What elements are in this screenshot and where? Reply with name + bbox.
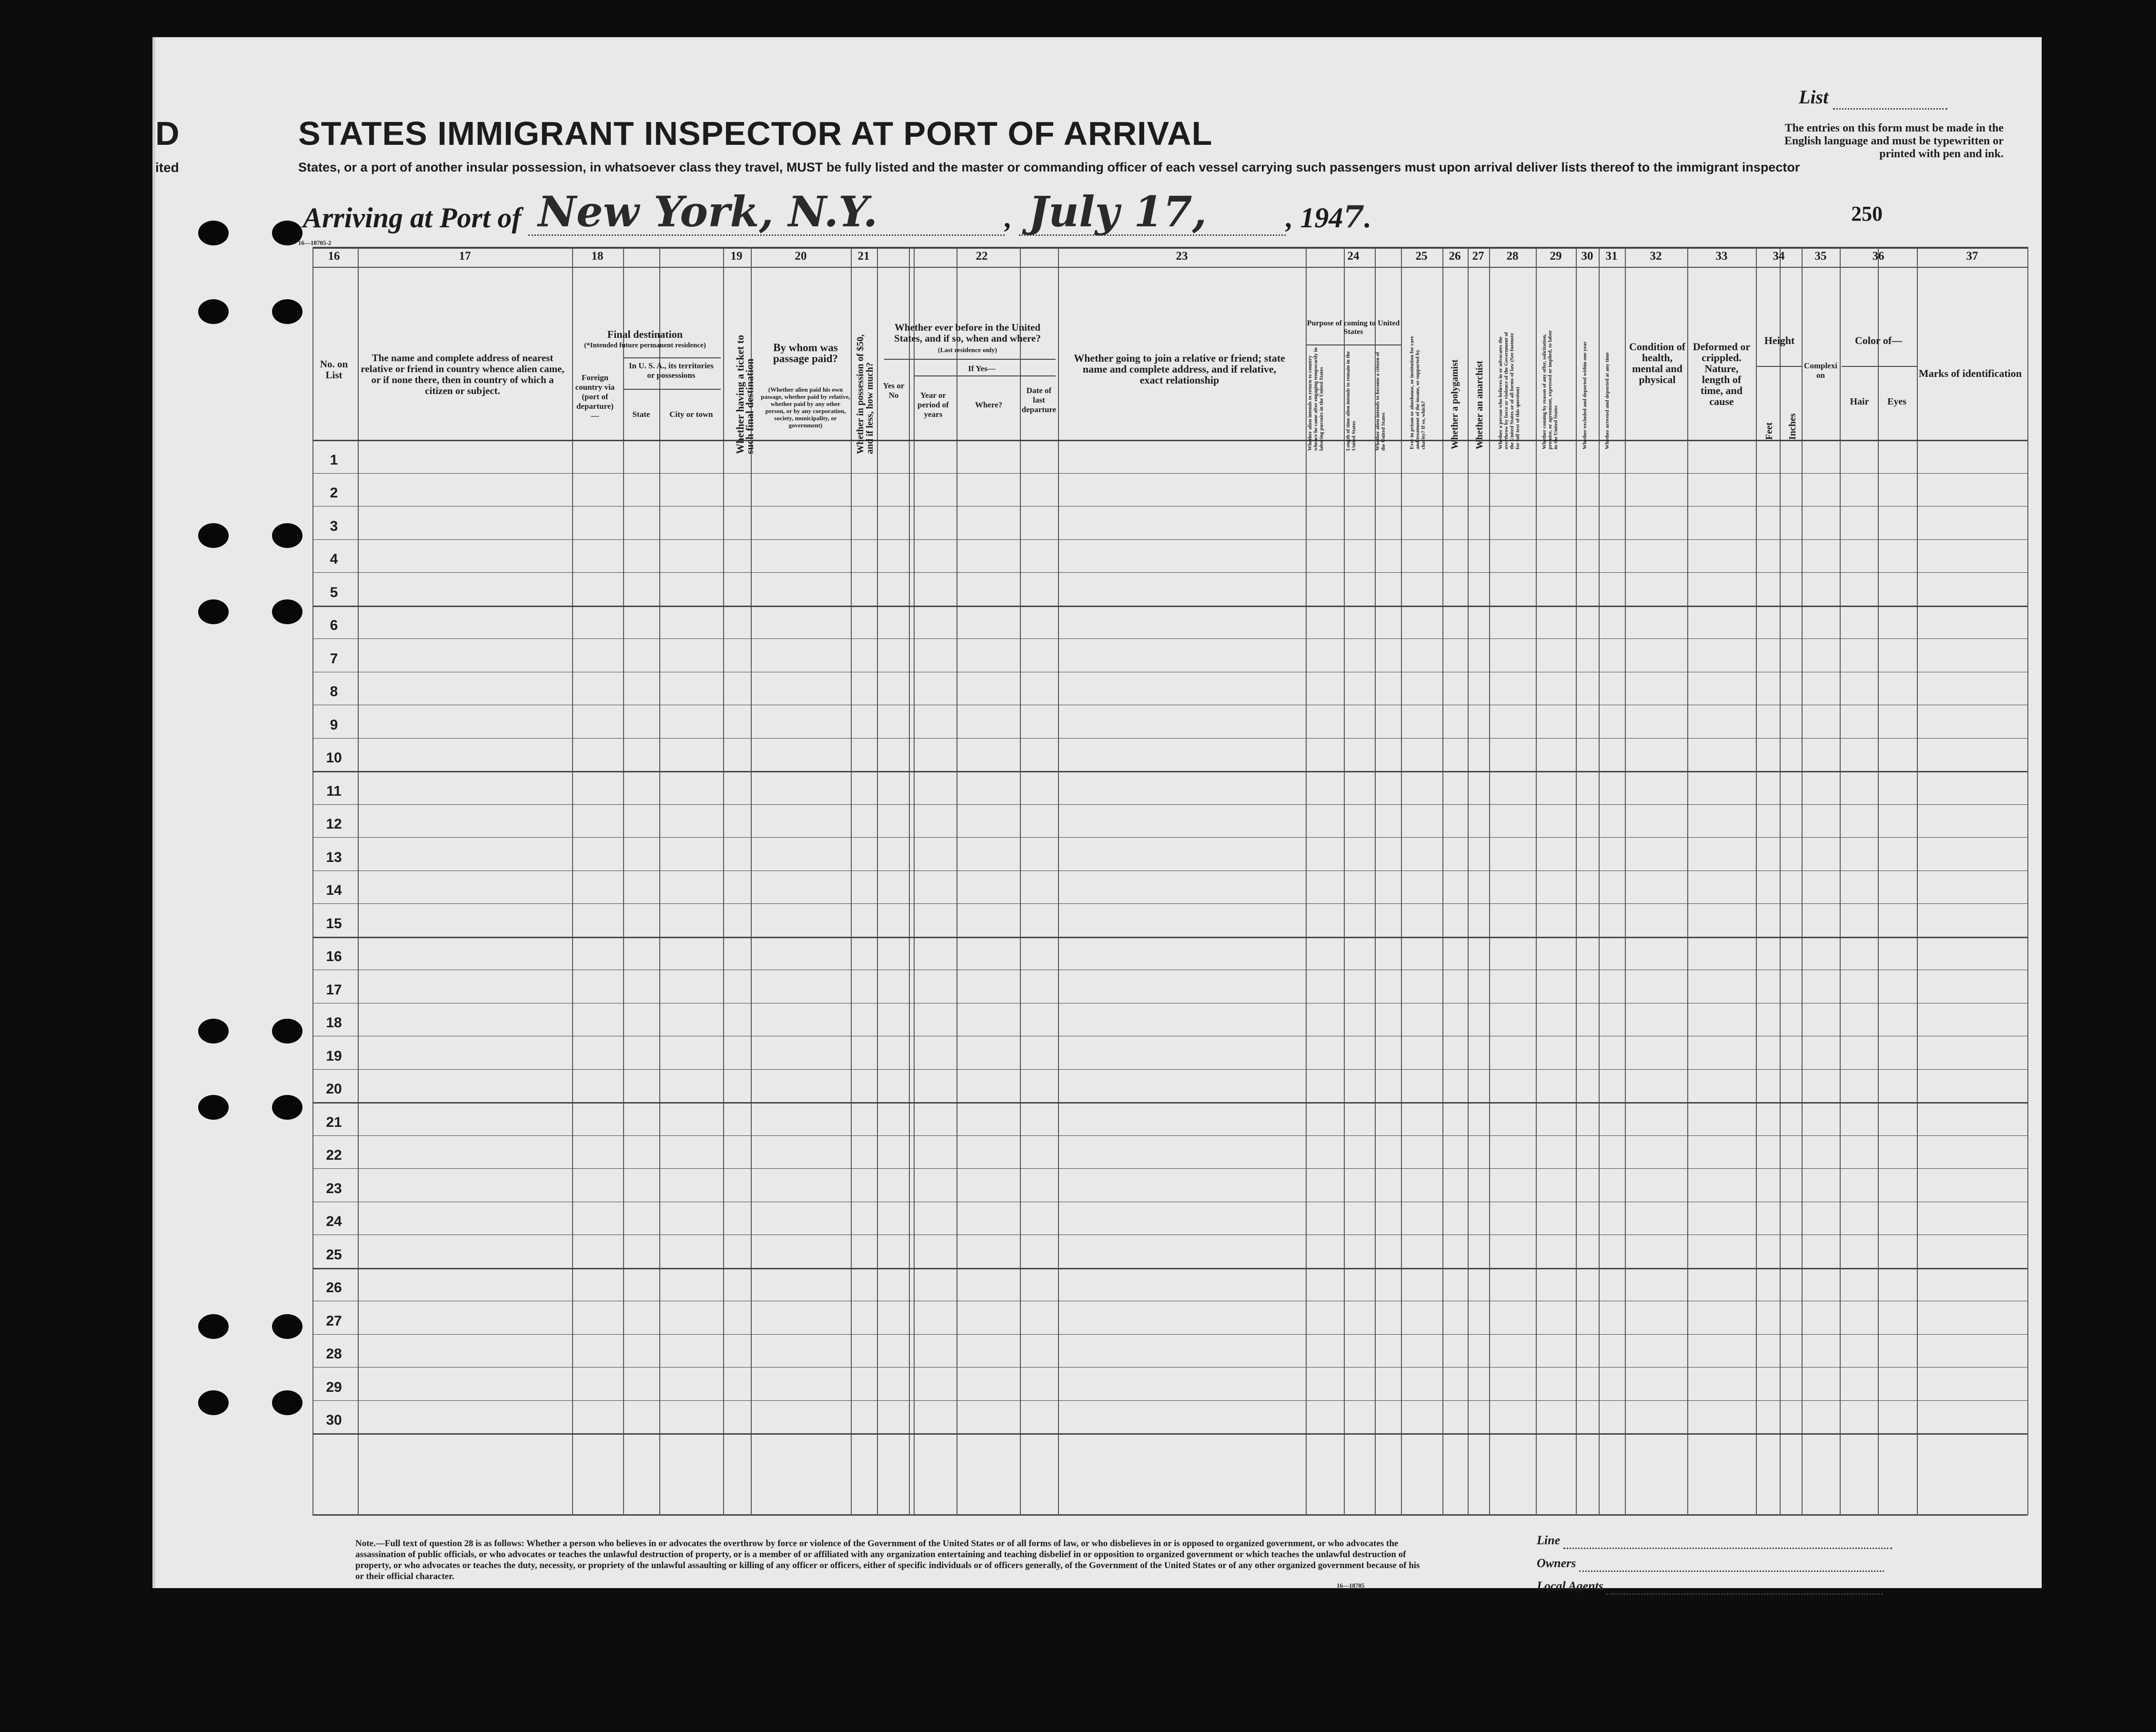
header-no-on-list: No. on List: [320, 358, 348, 381]
agent-owners-label: Owners: [1537, 1556, 1576, 1570]
list-label-text: List: [1799, 86, 1829, 108]
header-in-usa: In U. S. A., its territories or possessions: [628, 361, 714, 380]
row-number: 13: [326, 850, 342, 865]
date-handwritten: July 17,: [1028, 187, 1207, 236]
header-fifty-dollars: Whether in possession of $50, and if less, how much?: [855, 334, 875, 454]
header-purpose-length: Length of time alien intends to remain in the United States: [1345, 351, 1357, 451]
header-color-of: Color of—: [1854, 334, 1903, 346]
header-purpose-citizen: Whether alien intends to become a citizen of the United States: [1375, 352, 1386, 451]
header-nearest-relative: The name and complete address of nearest relative or friend in country whence alien came, or if none there, then in country of which a citizen or subject.: [361, 352, 564, 396]
column-number: 29: [1550, 250, 1562, 263]
column-number: 26: [1449, 250, 1461, 263]
column-number: 33: [1715, 250, 1728, 263]
row-number: 22: [326, 1147, 342, 1163]
punch-hole: [198, 299, 229, 324]
punch-hole: [272, 1095, 302, 1120]
port-handwritten: New York, N.Y.: [538, 187, 878, 236]
column-number: 32: [1650, 250, 1662, 263]
column-number: 31: [1605, 250, 1618, 263]
header-purpose-return: Whether alien intends to return to country whence he came after engaging temporarily in laboring pursuits in the United States: [1307, 347, 1324, 451]
header-final-destination: Final destination: [607, 328, 683, 340]
date-field: [1019, 187, 1286, 236]
header-complexion: Complexion: [1804, 361, 1837, 380]
row-number: 5: [330, 585, 338, 600]
agent-owners-row: [1537, 1556, 1884, 1572]
header-state: State: [632, 410, 650, 419]
form-subtitle: States, or a port of another insular possession, in whatsoever class they travel, MUST be fully listed and the master or commanding officer of each vessel carrying such passengers must upon arrival deliver lists thereof to the immigrant inspector: [298, 160, 1800, 174]
year-printed: 194: [1300, 202, 1343, 233]
column-number: 27: [1472, 250, 1484, 263]
agent-local-agents-row: [1537, 1579, 1883, 1595]
header-deformed: Deformed or crippled. Nature, length of time, and cause: [1693, 341, 1751, 407]
punch-hole: [198, 1390, 229, 1415]
page-number: 250: [1851, 202, 1883, 225]
header-city: City or town: [669, 410, 713, 419]
column-number: 35: [1814, 250, 1827, 263]
row-number: 4: [330, 551, 338, 567]
punch-hole: [272, 1019, 302, 1043]
year-handwritten: 7: [1343, 199, 1364, 235]
column-number: 20: [795, 250, 807, 263]
column-number: 19: [730, 250, 743, 263]
manifest-table: [312, 247, 2027, 1515]
punch-hole: [198, 1019, 229, 1043]
arrival-label: Arriving at Port of: [303, 202, 522, 233]
column-number: 34: [1773, 250, 1785, 263]
row-number: 25: [326, 1247, 342, 1263]
column-number: 24: [1347, 250, 1360, 263]
punch-hole: [272, 299, 302, 324]
header-date-departure: Date of last departure: [1021, 386, 1057, 414]
column-number: 28: [1506, 250, 1519, 263]
column-number: 17: [459, 250, 471, 263]
header-eyes: Eyes: [1887, 396, 1906, 407]
column-number: 22: [976, 250, 988, 263]
header-overthrow: Whether a person who believes in or advocates the overthrow by force or violence of the Government of the United States or of all forms of law (See footnote for full text of this question): [1498, 332, 1521, 449]
row-number: 9: [330, 717, 338, 733]
row-number: 16: [326, 949, 342, 964]
header-if-yes: If Yes—: [968, 364, 996, 373]
column-number: 21: [857, 250, 870, 263]
row-number: 29: [326, 1379, 342, 1395]
row-number: 8: [330, 684, 338, 699]
row-number: 30: [326, 1412, 342, 1428]
agent-local-agents-label: Local Agents: [1537, 1579, 1603, 1593]
footnote-code: 16—18705: [1337, 1582, 1365, 1589]
row-number: 24: [326, 1214, 342, 1229]
footnote-question-28: Note.—Full text of question 28 is as follows: Whether a person who believes in or advocates the overthrow by force or violence of the Government of the United States or of all forms of law, or who disbelieves in or is opposed to organized government, or who advocates the assassination of public officials, or who advocates or teaches the unlawful destruction of property, or is a member of or affiliated with any organization entertaining and teaching disbelief in or opposition to organized government or which teaches the unlawful destruction of property, or who advocates or teaches the duty, necessity, or propriety of the unlawful assaulting or killing of any officer or officers, either of specific individuals or of officers generally, of the Government of the United States or of any other organized government because of his or their official character.: [355, 1539, 1420, 1581]
punch-hole: [198, 221, 229, 245]
column-number: 25: [1415, 250, 1428, 263]
punch-hole: [272, 523, 302, 548]
arrival-line: Arriving at Port of New York, N.Y. , July 17, , 1947.: [303, 187, 1371, 236]
punch-hole: [198, 1095, 229, 1120]
list-label: [1799, 86, 1947, 110]
punch-hole: [272, 1390, 302, 1415]
row-number: 18: [326, 1015, 342, 1031]
punch-hole: [272, 599, 302, 624]
punch-hole: [198, 599, 229, 624]
english-language-note: The entries on this form must be made in the English language and must be typewritten or printed with pen and ink.: [1784, 122, 2004, 160]
form-title: STATES IMMIGRANT INSPECTOR AT PORT OF ARRIVAL: [298, 115, 1213, 152]
port-field: [528, 187, 1005, 236]
header-yes-or-no: Yes or No: [883, 381, 905, 400]
header-height: Height: [1764, 334, 1795, 346]
row-number: 15: [326, 916, 342, 932]
column-number: 23: [1176, 250, 1188, 263]
row-number: 23: [326, 1181, 342, 1196]
row-number: 19: [326, 1048, 342, 1064]
header-hair: Hair: [1850, 396, 1869, 407]
header-excluded: Whether excluded and deported within one year: [1582, 341, 1588, 449]
row-number: 1: [330, 452, 338, 468]
column-number: 30: [1581, 250, 1593, 263]
punch-hole: [198, 1314, 229, 1339]
header-passage-paid: By whom was passage paid?: [773, 342, 838, 365]
row-number: 2: [330, 485, 338, 501]
header-year-period: Year or period of years: [917, 391, 949, 419]
header-purpose: Purpose of coming to United States: [1307, 319, 1400, 336]
header-final-destination-sub: (*Intended future permanent residence): [584, 342, 706, 349]
header-where: Where?: [975, 400, 1003, 409]
agent-line-row: [1537, 1533, 1892, 1549]
row-number: 27: [326, 1313, 342, 1329]
agent-line-label: Line: [1537, 1533, 1561, 1547]
column-number: 36: [1872, 250, 1884, 263]
left-fragment-word: ited: [155, 160, 179, 175]
row-number: 10: [326, 750, 342, 766]
column-number: 37: [1966, 250, 1978, 263]
row-number: 21: [326, 1114, 342, 1130]
row-number: 3: [330, 518, 338, 534]
header-last-residence: (Last residence only): [937, 347, 997, 354]
column-number: 18: [591, 250, 604, 263]
punch-hole: [272, 1314, 302, 1339]
header-polygamist: Whether a polygamist: [1450, 359, 1460, 449]
row-number: 26: [326, 1280, 342, 1296]
header-inches: Inches: [1787, 413, 1798, 440]
punch-hole: [272, 221, 302, 245]
left-fragment-letter: D: [155, 115, 180, 152]
header-anarchist: Whether an anarchist: [1474, 361, 1485, 449]
punch-hole: [198, 523, 229, 548]
header-deported: Whether arrested and deported at any time: [1604, 352, 1610, 449]
row-number: 11: [326, 783, 342, 799]
header-prison: Ever in prison or almshouse, or institution for care and treatment of the insane, or supported by charity? If so, which?: [1409, 336, 1426, 449]
row-number: 12: [326, 816, 342, 832]
manifest-sheet: [152, 37, 2042, 1593]
header-ever-before-us: Whether ever before in the United States, and if so, when and where?: [894, 322, 1041, 344]
row-number: 20: [326, 1081, 342, 1097]
header-feet: Feet: [1764, 422, 1774, 440]
column-number: 16: [328, 250, 340, 263]
row-number: 17: [326, 982, 342, 998]
header-passage-paid-sub: (Whether alien paid his own passage, whether paid by relative, whether paid by any other person, or by any corporation, society, municipality, or government): [761, 386, 850, 429]
header-marks-identification: Marks of identification: [1918, 367, 2022, 379]
row-number: 7: [330, 651, 338, 667]
header-foreign-country: Foreign country via (port of departure)—: [575, 373, 615, 420]
header-health: Condition of health, mental and physical: [1629, 341, 1685, 385]
header-contract-labor: Whether coming by reason of any offer, solicitation, promise, or agreement, expressed or implied, to labor in the United States: [1541, 330, 1559, 449]
row-number: 6: [330, 618, 338, 633]
header-ticket: Whether having a ticket to such final destination: [734, 334, 756, 454]
header-join-relative: Whether going to join a relative or friend; state name and complete address, and if relative, exact relationship: [1074, 352, 1285, 386]
row-number: 14: [326, 882, 342, 898]
row-number: 28: [326, 1346, 342, 1362]
form-code: 16—18705-2: [298, 239, 332, 246]
